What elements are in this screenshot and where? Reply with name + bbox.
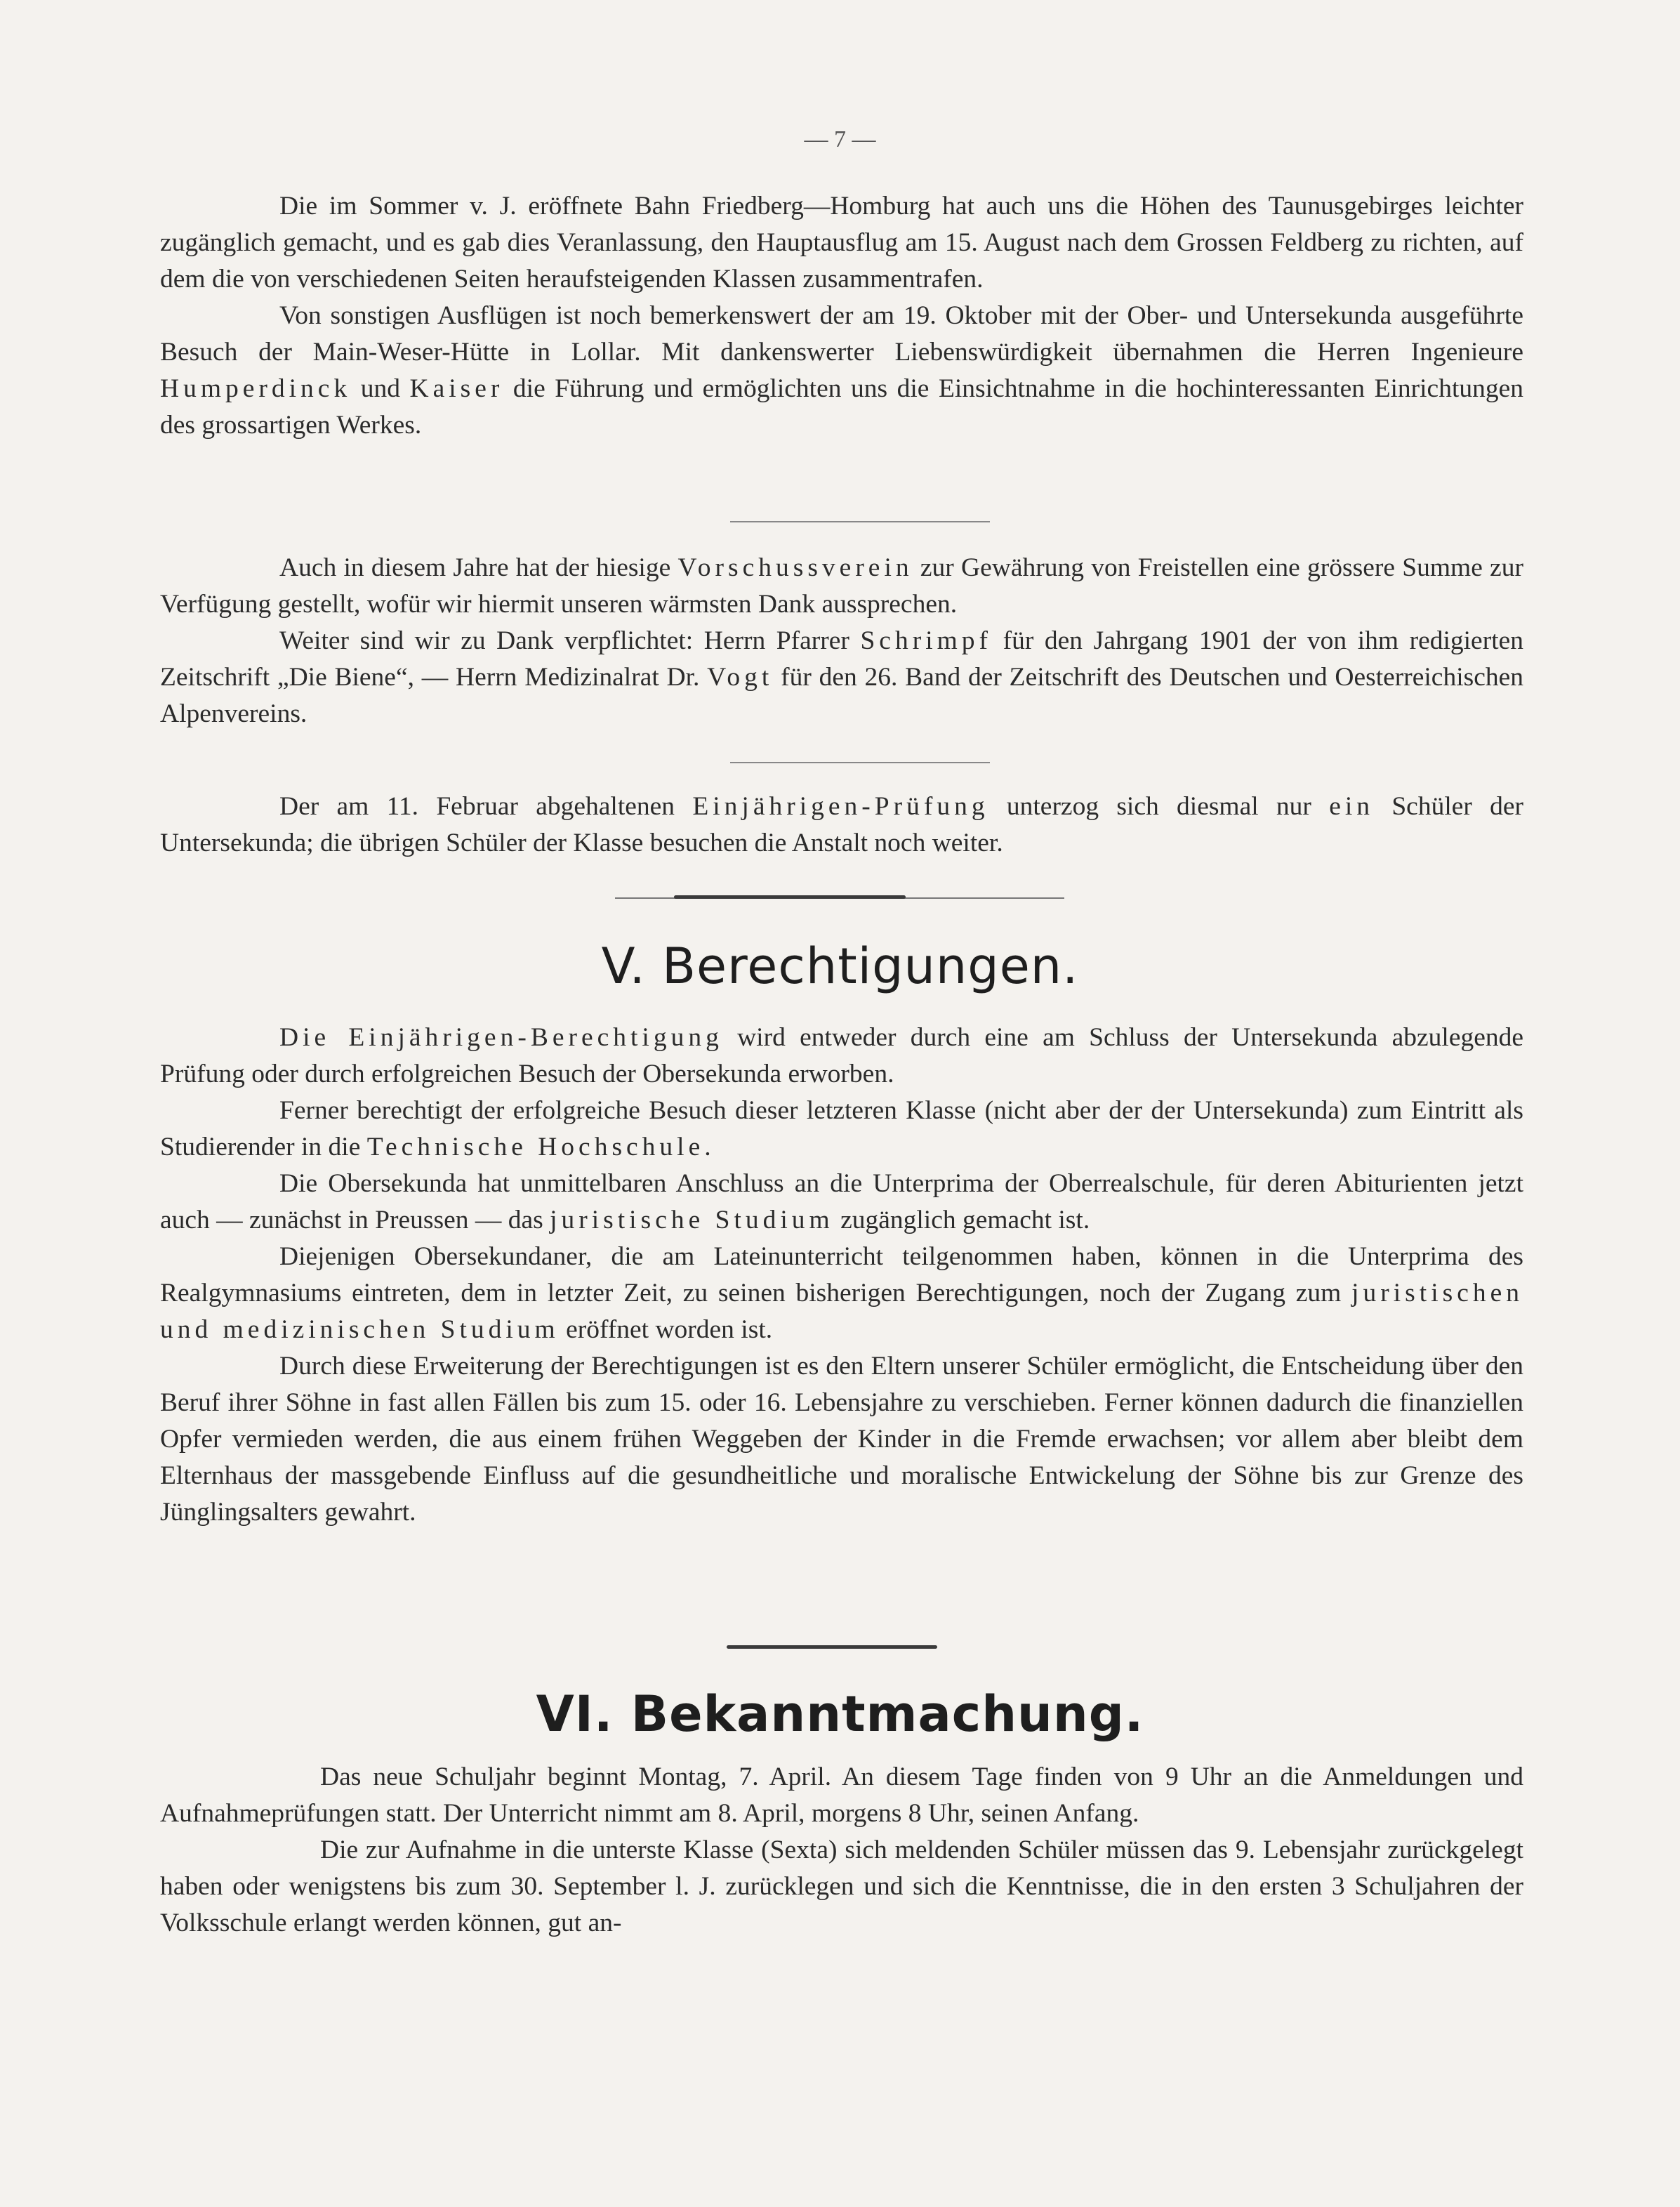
thanks-section	[160, 550, 1523, 732]
spaced-term: ein	[1329, 792, 1375, 821]
text-segment: zur Gewährung von Freistellen eine grössere Summe zur Verfügung gestellt, wofür wir hiermit unseren wärmsten Dank aussprechen.	[160, 553, 1523, 619]
spaced-name: Vogt	[707, 663, 774, 692]
text-segment: Schüler der Untersekunda; die übrigen Schüler der Klasse besuchen die Anstalt noch weiter.	[160, 792, 1524, 857]
separator-rule	[674, 895, 906, 899]
section-heading-berechtigungen: V. Berechtigungen.	[601, 937, 1079, 995]
spaced-name: Kaiser	[409, 374, 504, 403]
paragraph-erweiterung: Durch diese Erweiterung der Berechtigungen ist es den Eltern unserer Schüler ermöglicht, die Entscheidung über den Beruf ihrer Söhne in fast allen Fällen bis zum 15. oder 16. Lebensjahre zu verschieben. Ferner können dadurch die finanziellen Opfer vermieden werden, die aus einem frühen Weggeben der Kinder in die Fremde erwachsen; vor allem aber bleibt dem Elternhaus der massgebende Einfluss auf die gesundheitliche und moralische Entwickelung der Söhne bis zur Grenze des Jünglingsalters gewahrt.	[160, 1352, 1523, 1527]
paragraph-dank	[160, 623, 1523, 732]
paragraph-freistellen	[160, 550, 1523, 623]
text-segment: für den 26. Band der Zeitschrift des Deutschen und Oesterreichischen Alpenvereins.	[160, 663, 1524, 728]
text-segment: Ferner berechtigt der erfolgreiche Besuch dieser letzteren Klasse (nicht aber der der Untersekunda) zum Eintritt als Studierender in die	[160, 1096, 1523, 1161]
separator-rule	[727, 1645, 937, 1649]
text-segment: wird entweder durch eine am Schluss der Untersekunda abzulegende Prüfung oder durch erfolgreichen Besuch der Obersekunda erworben.	[160, 1023, 1524, 1088]
separator-line	[730, 762, 990, 763]
text-segment: Diejenigen Obersekundaner, die am Lateinunterricht teilgenommen haben, können in die Unterprima des Realgymnasiums eintreten, dem in letzter Zeit, zu seinen bisherigen Berechtigungen, noch der Zugang zum	[160, 1242, 1523, 1307]
paragraph-schuljahr: Das neue Schuljahr beginnt Montag, 7. April. An diesem Tage finden von 9 Uhr an die Anmeldungen und Aufnahmeprüfungen statt. Der Unterricht nimmt am 8. April, morgens 8 Uhr, seinen Anfang.	[160, 1763, 1523, 1828]
exam-section	[160, 789, 1523, 862]
text-segment: eröffnet worden ist.	[566, 1315, 773, 1344]
text-segment: die Führung und ermöglichten uns die Einsichtnahme in die hochinteressanten Einrichtungen des grossartigen Werkes.	[160, 374, 1524, 440]
page-number: — 7 —	[804, 126, 876, 152]
separator-line	[730, 521, 990, 522]
paragraph-aufnahme: Die zur Aufnahme in die unterste Klasse (Sexta) sich meldenden Schüler müssen das 9. Lebensjahr zurückgelegt haben oder wenigstens bis zum 30. September l. J. zurücklegen und sich die Kenntnisse, die in den ersten 3 Schuljahren der Volksschule erlangt werden können, gut an-	[160, 1836, 1523, 1937]
text-segment: unterzog sich diesmal nur	[1006, 792, 1311, 821]
paragraph-technische-hochschule	[160, 1093, 1523, 1166]
spaced-name: Humperdinck	[160, 374, 352, 403]
spaced-term: Die Einjährigen-Berechtigung	[279, 1023, 723, 1052]
excursions-section	[160, 188, 1523, 444]
spaced-term: Technische Hochschule.	[366, 1133, 715, 1161]
paragraph-huette-visit	[160, 298, 1523, 444]
text-segment: für den Jahrgang 1901 der von ihm redigierten Zeitschrift „Die Biene“, — Herrn Medizinalrat Dr.	[160, 626, 1524, 692]
paragraph-einjaehrigen-berechtigung	[160, 1020, 1523, 1093]
spaced-term: juristische Studium	[550, 1206, 834, 1234]
paragraph-realgymnasium	[160, 1239, 1523, 1348]
text-segment: Die Obersekunda hat unmittelbaren Anschluss an die Unterprima der Oberrealschule, für deren Abiturienten jetzt auch — zunächst in Preussen — das	[160, 1169, 1523, 1234]
text-segment: Weiter sind wir zu Dank verpflichtet: Herrn Pfarrer	[279, 626, 849, 655]
berechtigungen-section	[160, 1020, 1523, 1531]
text-segment: Von sonstigen Ausflügen ist noch bemerkenswert der am 19. Oktober mit der Ober- und Untersekunda ausgeführte Besuch der Main-Weser-Hütte in Lollar. Mit dankenswerter Liebenswürdigkeit übernahmen die Herren Ingenieure	[160, 301, 1523, 367]
spaced-name: Vorschussverein	[677, 553, 913, 582]
text-segment: Auch in diesem Jahre hat der hiesige	[279, 553, 671, 582]
text-segment: zugänglich gemacht ist.	[840, 1206, 1090, 1234]
text-segment: Der am 11. Februar abgehaltenen	[279, 792, 675, 821]
spaced-term: Einjährigen-Prüfung	[692, 792, 989, 821]
paragraph-einjaehrigen-pruefung	[160, 789, 1523, 862]
paragraph-oberrealschule	[160, 1166, 1523, 1239]
spaced-name: Schrimpf	[860, 626, 993, 655]
text-segment: und	[360, 374, 400, 403]
paragraph-railway-excursion: Die im Sommer v. J. eröffnete Bahn Friedberg—Homburg hat auch uns die Höhen des Taunusgebirges leichter zugänglich gemacht, und es gab dies Veranlassung, den Hauptausflug am 15. August nach dem Grossen Feldberg zu richten, auf dem die von verschiedenen Seiten heraufsteigenden Klassen zusammentrafen.	[160, 192, 1523, 294]
section-heading-bekanntmachung: VI. Bekanntmachung.	[536, 1685, 1144, 1743]
bekanntmachung-section	[160, 1759, 1523, 1942]
spaced-term: juristischen und medizinischen Studium	[160, 1279, 1523, 1344]
